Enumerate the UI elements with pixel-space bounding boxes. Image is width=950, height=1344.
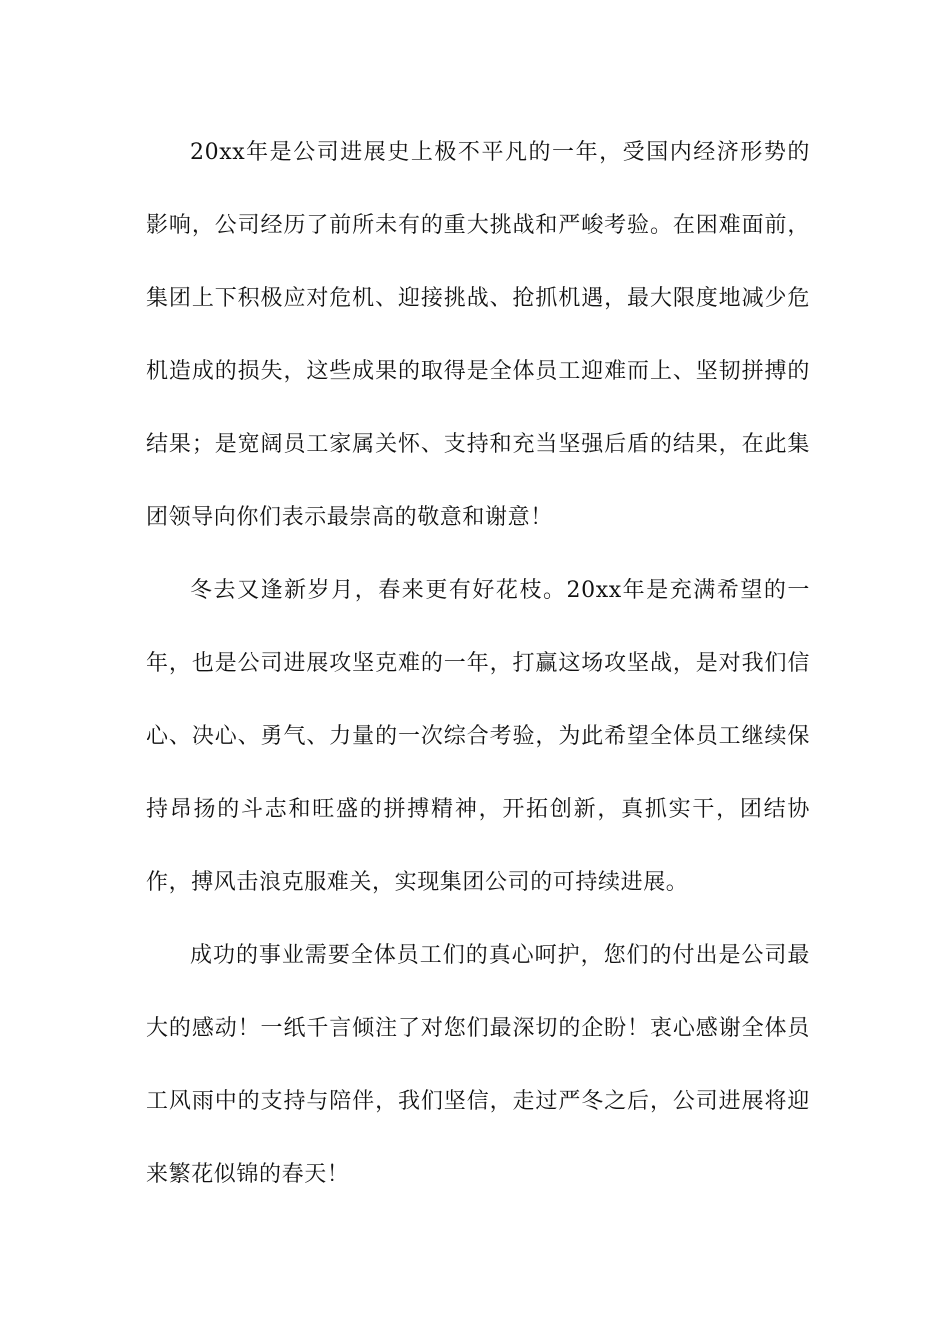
document-body: [146, 116, 810, 1211]
paragraph-1: 20xx年是公司进展史上极不平凡的一年，受国内经济形势的影响，公司经历了前所未有的重大挑战和严峻考验。在困难面前，集团上下积极应对危机、迎接挑战、抢抓机遇，最大限度地减少危机造成的损失，这些成果的取得是全体员工迎难而上、坚韧拼搏的结果；是宽阔员工家属关怀、支持和充当坚强后盾的结果，在此集团领导向你们表示最崇高的敬意和谢意！: [146, 140, 810, 530]
paragraph-3: 成功的事业需要全体员工们的真心呵护，您们的付出是公司最大的感动！一纸千言倾注了对您们最深切的企盼！衷心感谢全体员工风雨中的支持与陪伴，我们坚信，走过严冬之后，公司进展将迎来繁花似锦的春天！: [146, 943, 810, 1187]
paragraph-2: 冬去又逢新岁月，春来更有好花枝。20xx年是充满希望的一年，也是公司进展攻坚克难的一年，打赢这场攻坚战，是对我们信心、决心、勇气、力量的一次综合考验，为此希望全体员工继续保持昂扬的斗志和旺盛的拼搏精神，开拓创新，真抓实干，团结协作，搏风击浪克服难关，实现集团公司的可持续进展。: [146, 578, 810, 895]
